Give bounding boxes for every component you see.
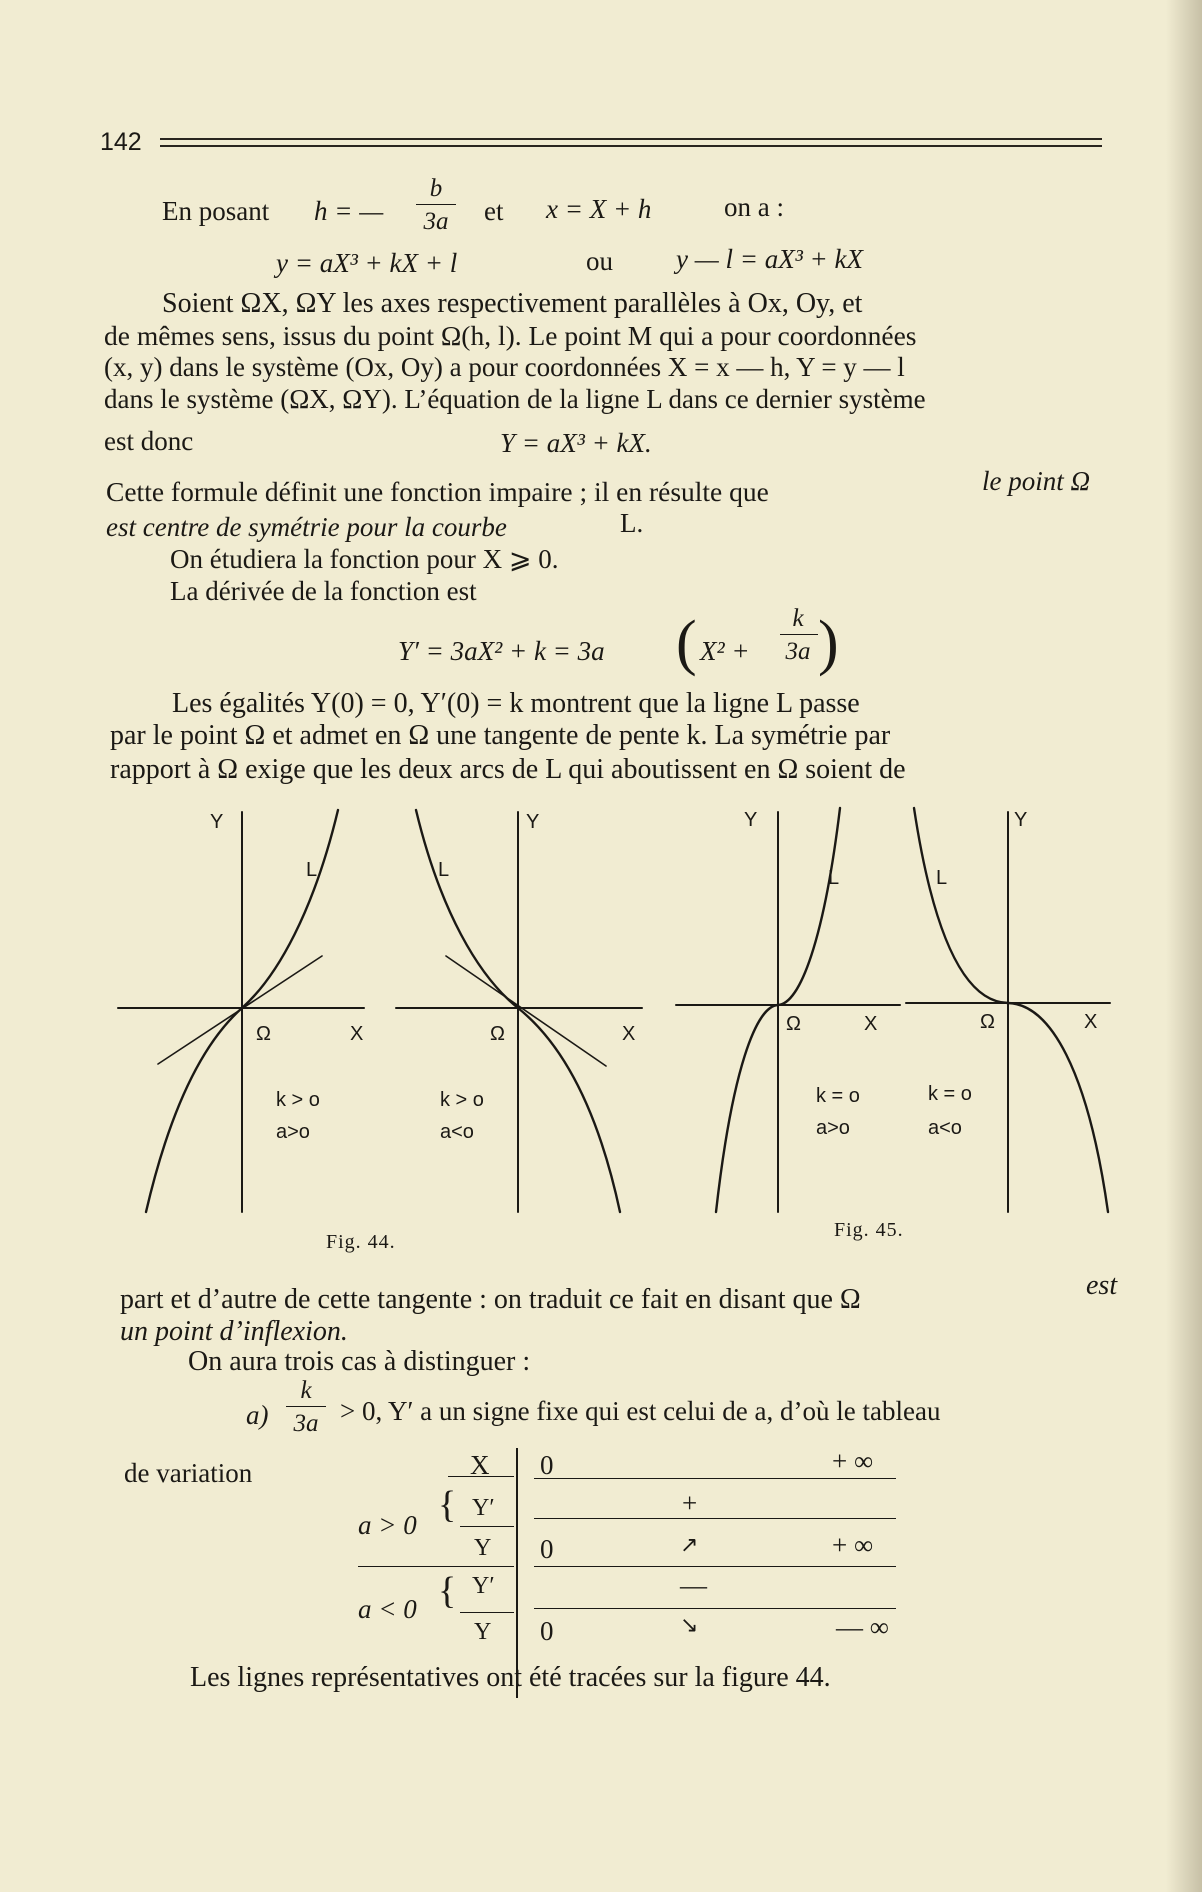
- panel1-cond-k: k > o: [276, 1089, 320, 1111]
- table-pos-y-label: Y: [474, 1535, 492, 1561]
- text-et: et: [484, 196, 504, 226]
- p1-line2: de mêmes sens, issus du point Ω(h, l). Le point M qui a pour coordonnées: [104, 320, 917, 351]
- table-x-start: 0: [540, 1450, 554, 1480]
- formula-y-cubic: y = aX³ + kX + l: [276, 248, 458, 278]
- text-ou: ou: [586, 246, 613, 276]
- p2-line2-end: L.: [620, 508, 644, 538]
- fraction-numerator: k: [300, 1377, 312, 1404]
- table-neg-yprime-sign: —: [680, 1570, 707, 1600]
- table-neg-yprime-underline: [460, 1612, 514, 1613]
- tangent-line: [446, 956, 606, 1066]
- fraction-denominator: 3a: [423, 208, 449, 235]
- fraction-numerator: k: [792, 605, 804, 632]
- table-brace-positive: {: [438, 1484, 457, 1526]
- formula-y-minus-l: y — l = aX³ + kX: [676, 244, 863, 274]
- panel1-x-label: X: [350, 1023, 364, 1045]
- p1-line3: (x, y) dans le système (Ox, Oy) a pour coordonnées X = x — h, Y = y — l: [104, 352, 905, 382]
- fraction-k-over-3a-case: [284, 1377, 328, 1437]
- panel2-y-label: Y: [526, 811, 540, 833]
- fig45-caption: Fig. 45.: [834, 1219, 904, 1241]
- table-section-divider-right: [534, 1566, 896, 1567]
- panel2-cond-a: a<o: [440, 1121, 474, 1143]
- table-brace-negative: {: [438, 1570, 457, 1612]
- p5-line3: rapport à Ω exige que les deux arcs de L qui aboutissent en Ω soient de: [110, 754, 906, 785]
- panel1-l-label: L: [306, 859, 318, 881]
- paren-close: ): [818, 609, 839, 677]
- fig44-panel1: [118, 810, 364, 1212]
- table-section-divider-left: [358, 1566, 514, 1567]
- fraction-denominator: 3a: [785, 638, 811, 665]
- table-pos-y-start: 0: [540, 1534, 554, 1564]
- formula-x: x = X + h: [546, 194, 652, 224]
- panel3-cond-k: k = o: [816, 1085, 860, 1107]
- table-neg-y-start: 0: [540, 1616, 554, 1646]
- text-en-posant: En posant: [162, 196, 270, 226]
- table-neg-y-end: — ∞: [836, 1612, 889, 1642]
- formula-derivative-inner: X² +: [700, 636, 750, 666]
- panel4-omega-label: Ω: [980, 1011, 995, 1033]
- panel1-omega-label: Ω: [256, 1023, 271, 1045]
- table-x-underline-right: [534, 1478, 896, 1479]
- table-pos-yprime-label: Y′: [472, 1495, 495, 1521]
- p6-line1-italic: est: [1086, 1270, 1118, 1301]
- panel4-cond-k: k = o: [928, 1083, 972, 1105]
- fig45-panel3: [676, 808, 900, 1212]
- fig44-caption: Fig. 44.: [326, 1231, 396, 1253]
- formula-Y-cubic: Y = aX³ + kX.: [500, 428, 652, 458]
- panel4-y-label: Y: [1014, 809, 1028, 831]
- page-number: 142: [100, 128, 142, 156]
- p7-text: On aura trois cas à distinguer :: [188, 1346, 531, 1377]
- panel1-y-label: Y: [210, 811, 224, 833]
- p2-line2-italic: est centre de symétrie pour la courbe: [106, 512, 507, 542]
- formula-h: h = —: [314, 196, 384, 226]
- table-x-end: + ∞: [832, 1446, 874, 1476]
- text-de-variation: de variation: [124, 1458, 253, 1488]
- panel3-cond-a: a>o: [816, 1117, 850, 1139]
- fraction-denominator: 3a: [293, 1410, 319, 1437]
- table-neg-yprime-underline-right: [534, 1608, 896, 1609]
- p6-line1: part et d’autre de cette tangente : on traduit ce fait en disant que Ω: [120, 1284, 861, 1315]
- formula-derivative: Y′ = 3aX² + k = 3a: [398, 636, 605, 666]
- panel3-y-label: Y: [744, 809, 758, 831]
- panel2-omega-label: Ω: [490, 1023, 505, 1045]
- case-a-text: > 0, Y′ a un signe fixe qui est celui de a, d’où le tableau: [340, 1396, 941, 1426]
- table-pos-y-arrow: ↗: [680, 1532, 699, 1557]
- p2-line1-italic: le point Ω: [982, 466, 1091, 496]
- paren-open: (: [676, 609, 697, 677]
- final-sentence: Les lignes représentatives ont été tracées sur la figure 44.: [190, 1662, 831, 1693]
- table-neg-y-label: Y: [474, 1619, 492, 1645]
- table-pos-y-end: + ∞: [832, 1530, 874, 1560]
- table-a-positive-label: a > 0: [358, 1510, 417, 1540]
- case-a-label: a): [246, 1400, 269, 1430]
- table-a-negative-label: a < 0: [358, 1594, 417, 1624]
- panel3-x-label: X: [864, 1013, 878, 1035]
- p1-line4: dans le système (ΩX, ΩY). L’équation de la ligne L dans ce dernier système: [104, 384, 926, 414]
- panel4-x-label: X: [1084, 1011, 1098, 1033]
- p5-line2: par le point Ω et admet en Ω une tangente de pente k. La symétrie par: [110, 720, 891, 751]
- text-on-a: on a :: [724, 192, 784, 222]
- p1-line1: Soient ΩX, ΩY les axes respectivement parallèles à Ox, Oy, et: [162, 288, 863, 319]
- panel2-l-label: L: [438, 859, 450, 881]
- p2-line1: Cette formule définit une fonction impaire ; il en résulte que: [106, 476, 769, 507]
- panel1-cond-a: a>o: [276, 1121, 310, 1143]
- panel3-l-label: L: [828, 867, 840, 889]
- panel2-x-label: X: [622, 1023, 636, 1045]
- p5-line1: Les égalités Y(0) = 0, Y′(0) = k montrent que la ligne L passe: [172, 688, 860, 719]
- table-neg-yprime-label: Y′: [472, 1573, 495, 1599]
- fraction-numerator: b: [429, 175, 443, 202]
- table-vertical-rule: [516, 1448, 518, 1698]
- table-neg-y-arrow: ↘: [680, 1612, 699, 1637]
- panel4-cond-a: a<o: [928, 1117, 962, 1139]
- table-pos-yprime-sign: +: [682, 1488, 698, 1518]
- table-x-label: X: [470, 1450, 490, 1480]
- panel4-l-label: L: [936, 867, 948, 889]
- p4-text: La dérivée de la fonction est: [170, 576, 477, 606]
- fraction-bar: [286, 1406, 326, 1407]
- table-pos-yprime-underline: [460, 1526, 514, 1527]
- p6-line2-italic: un point d’inflexion.: [120, 1316, 348, 1347]
- panel2-cond-k: k > o: [440, 1089, 484, 1111]
- panel3-omega-label: Ω: [786, 1013, 801, 1035]
- fig44-panel2: [396, 810, 642, 1212]
- table-pos-yprime-underline-right: [534, 1518, 896, 1519]
- p3-text: On étudiera la fonction pour X ⩾ 0.: [170, 544, 559, 574]
- p1-line5-est-donc: est donc: [104, 426, 194, 456]
